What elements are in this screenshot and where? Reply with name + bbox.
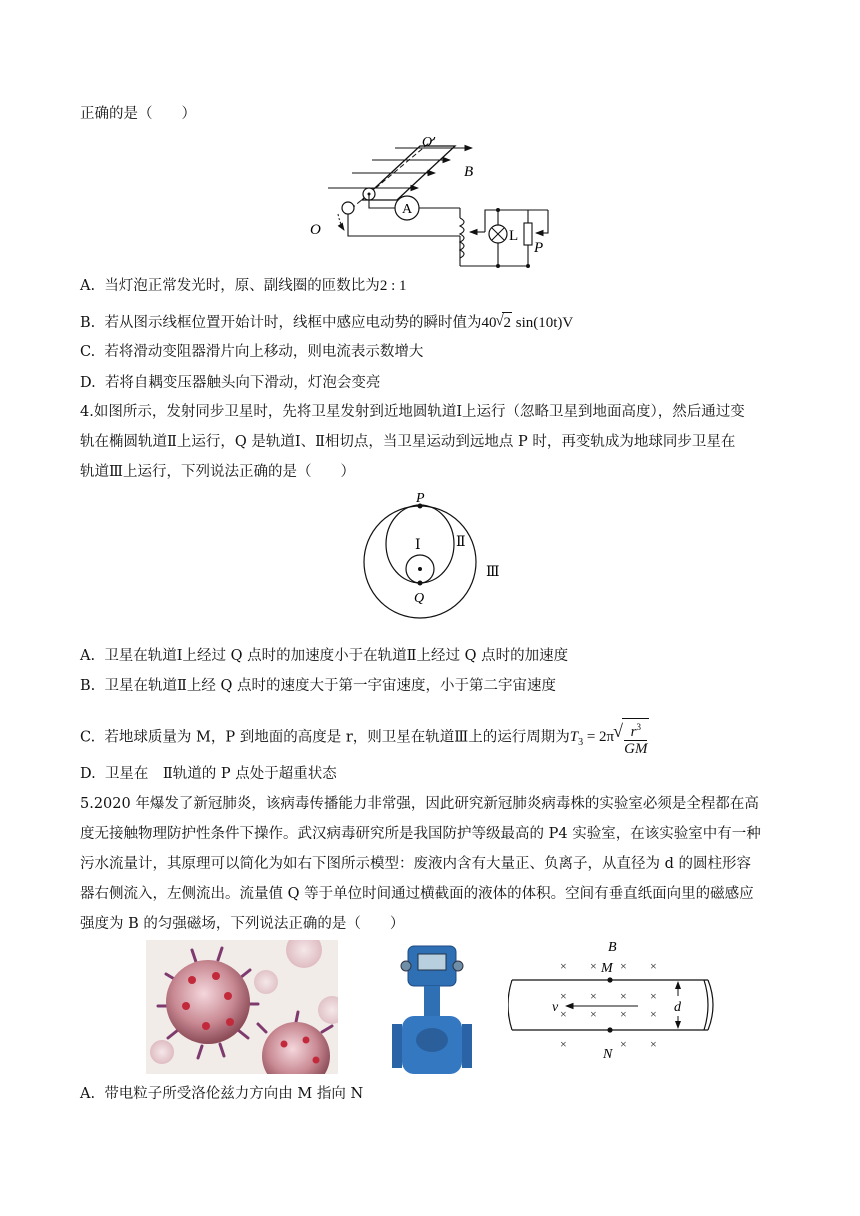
svg-text:B: B <box>608 940 617 955</box>
svg-text:×: × <box>620 1037 627 1051</box>
svg-text:×: × <box>650 989 657 1003</box>
svg-text:×: × <box>560 1037 567 1051</box>
magnetic-field-lines <box>328 148 472 188</box>
q5-stem-line-5: 强度为 B 的匀强磁场，下列说法正确的是（ ） <box>80 916 405 932</box>
flow-meter-photo <box>386 940 478 1076</box>
q3-generator-figure <box>300 128 570 270</box>
svg-text:×: × <box>590 989 597 1003</box>
svg-text:×: × <box>560 959 567 973</box>
svg-text:O′: O′ <box>422 135 436 150</box>
q4-stem-line-2: 轨在椭圆轨道Ⅱ上运行，Q 是轨道Ⅰ、Ⅱ相切点，当卫星运动到远地点 P 时，再变轨成为地球同步卫星在 <box>80 434 736 450</box>
q5-stem-line-2: 度无接触物理防护性条件下操作。武汉病毒研究所是我国防护等级最高的 P4 实验室，在该实验室中有一种 <box>80 826 761 842</box>
svg-text:Q: Q <box>414 591 425 606</box>
svg-text:×: × <box>620 1007 627 1021</box>
q5-stem-line-3: 污水流量计，其原理可以简化为如右下图所示模型：废液内含有大量正、负离子，从直径为 d 的圆柱形容 <box>80 856 751 872</box>
svg-text:P: P <box>534 240 544 256</box>
point-n <box>607 1027 612 1032</box>
q3-stem-tail: 正确的是（ ） <box>80 106 196 122</box>
svg-text:M: M <box>601 961 613 976</box>
svg-text:A: A <box>401 202 413 217</box>
svg-text:×: × <box>620 959 627 973</box>
svg-text:×: × <box>650 1037 657 1051</box>
svg-text:×: × <box>650 959 657 973</box>
q3-option-b: B. 若从图示线框位置开始计时，线框中感应电动势的瞬时值为40 √ 2 sin(10t)V <box>80 313 574 331</box>
q4-option-c: C. 若地球质量为 M，P 到地面的高度是 r，则卫星在轨道Ⅲ上的运行周期为$T_3 = 2\pi$ √ $\frac{r^3}{GM}$ <box>80 718 649 757</box>
svg-text:×: × <box>590 1007 597 1021</box>
q3-option-d: D. 若将自耦变压器触头向下滑动，灯泡会变亮 <box>80 375 381 391</box>
svg-text:×: × <box>560 1007 567 1021</box>
svg-text:L: L <box>509 228 519 244</box>
q4-option-b: B. 卫星在轨道Ⅱ上经 Q 点时的速度大于第一宇宙速度，小于第二宇宙速度 <box>80 678 556 694</box>
q3-option-c: C. 若将滑动变阻器滑片向上移动，则电流表示数增大 <box>80 344 424 360</box>
q5-stem-line-1: 5.2020 年爆发了新冠肺炎，该病毒传播能力非常强，因此研究新冠肺炎病毒株的实验室必须是全程都在高 <box>80 796 759 812</box>
svg-text:×: × <box>650 1007 657 1021</box>
svg-text:B: B <box>464 164 474 180</box>
q4-stem-line-1: 4.如图所示，发射同步卫星时，先将卫星发射到近地圆轨道Ⅰ上运行（忽略卫星到地面高度），然后通过变 <box>80 404 745 420</box>
q4-option-d: D. 卫星在 Ⅱ轨道的 P 点处于超重状态 <box>80 766 337 782</box>
q5-stem-line-4: 器右侧流入，左侧流出。流量值 Q 等于单位时间通过横截面的液体的体积。空间有垂直纸面向里的磁感应 <box>80 886 754 902</box>
svg-text:d: d <box>674 1000 681 1015</box>
point-q <box>418 581 423 586</box>
virus-photo <box>146 940 338 1074</box>
svg-text:O: O <box>310 222 321 238</box>
svg-text:×: × <box>590 959 597 973</box>
q5-pipe-diagram <box>508 936 720 1060</box>
q5-option-a: A. 带电粒子所受洛伦兹力方向由 M 指向 N <box>80 1086 364 1102</box>
svg-text:×: × <box>620 989 627 1003</box>
point-m <box>607 977 612 982</box>
svg-text:v: v <box>552 1000 559 1015</box>
q3-option-a: A. 当灯泡正常发光时，原、副线圈的匝数比为2 : 1 <box>80 278 407 294</box>
svg-text:Ⅲ: Ⅲ <box>486 565 500 580</box>
q4-orbit-figure <box>350 486 520 622</box>
earth-center <box>418 567 422 571</box>
q4-stem-line-3: 轨道Ⅲ上运行，下列说法正确的是（ ） <box>80 464 355 480</box>
svg-text:×: × <box>560 989 567 1003</box>
svg-text:N: N <box>603 1047 613 1060</box>
svg-text:Ⅰ: Ⅰ <box>415 538 421 553</box>
slip-ring-1 <box>342 202 354 214</box>
svg-text:Ⅱ: Ⅱ <box>456 535 466 550</box>
svg-text:P: P <box>416 491 425 506</box>
q4-option-a: A. 卫星在轨道Ⅰ上经过 Q 点时的加速度小于在轨道Ⅱ上经过 Q 点时的加速度 <box>80 648 569 664</box>
